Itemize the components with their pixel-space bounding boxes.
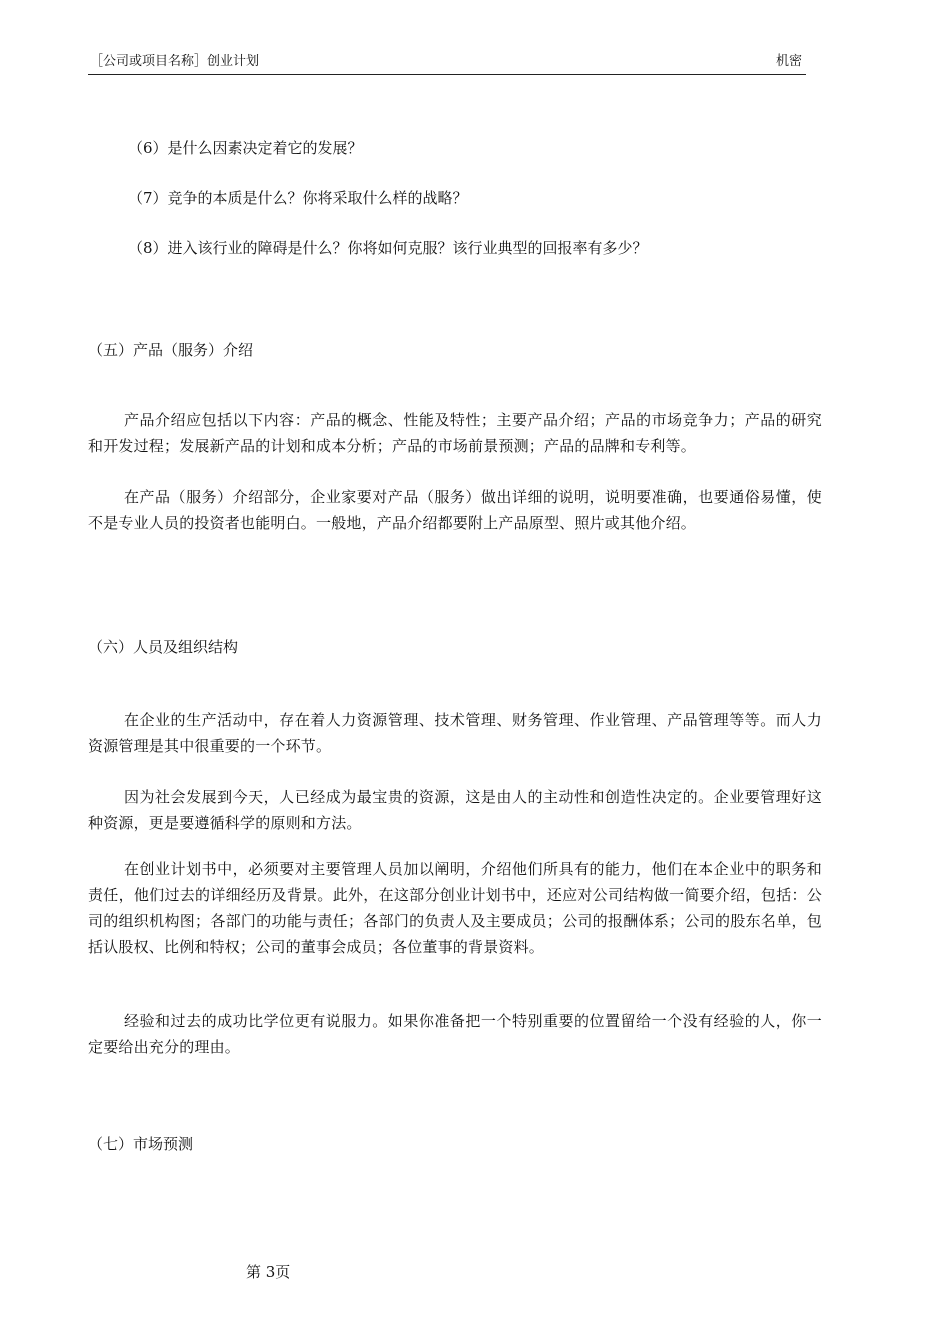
section-6-heading: （六）人员及组织结构 [88, 638, 239, 656]
section-6-paragraph-1: 在企业的生产活动中，存在着人力资源管理、技术管理、财务管理、作业管理、产品管理等等。而人力资源管理是其中很重要的一个环节。 [88, 711, 822, 755]
section-6-paragraph-3: 在创业计划书中，必须要对主要管理人员加以阐明，介绍他们所具有的能力，他们在本企业中的职务和责任，他们过去的详细经历及背景。此外，在这部分创业计划书中，还应对公司结构做一简要介绍，包括：公司的组织机构图；各部门的功能与责任；各部门的负责人及主要成员；公司的报酬体系；公司的股东名单，包括认股权、比例和特权；公司的董事会成员；各位董事的背景资料。 [88, 860, 822, 956]
header-confidential-label: 机密 [775, 54, 802, 69]
page-header [88, 52, 806, 75]
page-number: 第 3页 [246, 1263, 291, 1281]
header-title: ［公司或项目名称］创业计划 [90, 54, 260, 69]
question-6: （6）是什么因素决定着它的发展？ [128, 139, 363, 157]
question-7: （7）竞争的本质是什么？你将采取什么样的战略？ [128, 189, 468, 207]
section-5-heading: （五）产品（服务）介绍 [88, 341, 254, 359]
section-5-paragraph-1: 产品介绍应包括以下内容：产品的概念、性能及特性；主要产品介绍；产品的市场竞争力；产品的研究和开发过程；发展新产品的计划和成本分析；产品的市场前景预测；产品的品牌和专利等。 [88, 411, 822, 455]
section-6-paragraph-4: 经验和过去的成功比学位更有说服力。如果你准备把一个特别重要的位置留给一个没有经验的人，你一定要给出充分的理由。 [88, 1012, 822, 1056]
section-5-paragraph-2: 在产品（服务）介绍部分，企业家要对产品（服务）做出详细的说明，说明要准确，也要通俗易懂，使不是专业人员的投资者也能明白。一般地，产品介绍都要附上产品原型、照片或其他介绍。 [88, 488, 822, 532]
section-7-heading: （七）市场预测 [88, 1135, 194, 1153]
question-8: （8）进入该行业的障碍是什么？你将如何克服？该行业典型的回报率有多少？ [128, 239, 648, 257]
section-6-paragraph-2: 因为社会发展到今天，人已经成为最宝贵的资源，这是由人的主动性和创造性决定的。企业要管理好这种资源，更是要遵循科学的原则和方法。 [88, 788, 822, 832]
